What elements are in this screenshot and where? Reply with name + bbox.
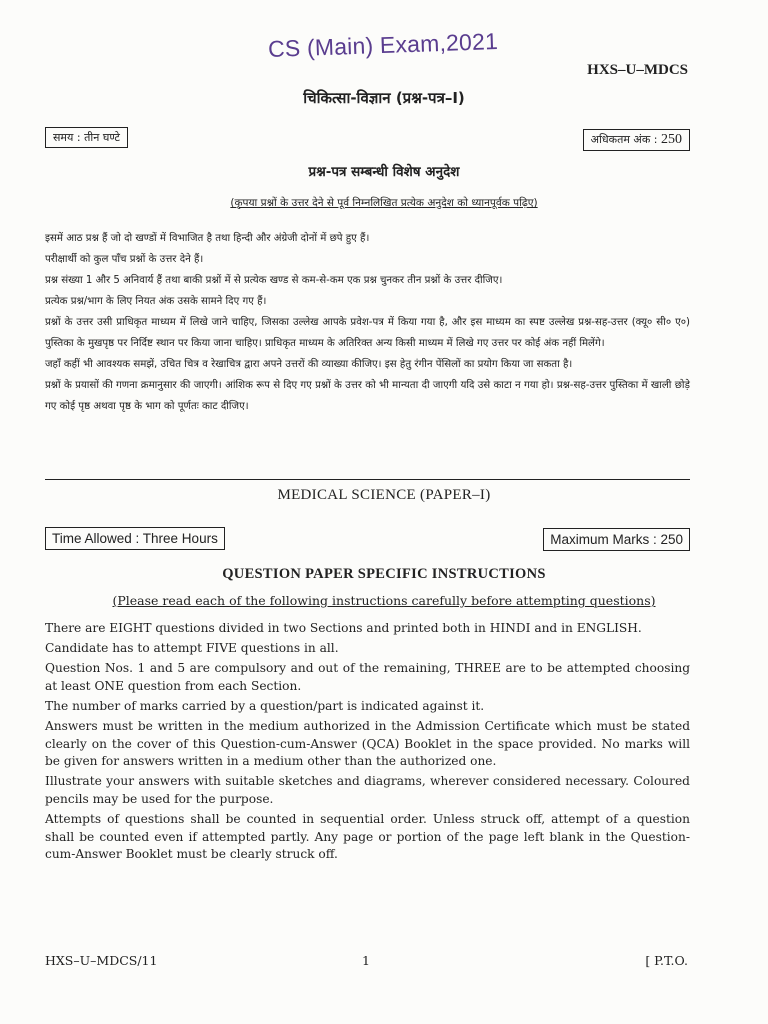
hindi-instruction: प्रत्येक प्रश्न/भाग के लिए नियत अंक उसके सामने दिए गए हैं। [45, 296, 267, 307]
hindi-title: चिकित्सा-विज्ञान (प्रश्न-पत्र–I) [303, 89, 465, 107]
english-instruction: Attempts of questions shall be counted in sequential order. Unless struck off, attempt of a question shall be counted even if attempted partly. Any page or portion of the page left blank in the Question-cum-Answer Booklet must be clearly struck off. [45, 811, 690, 862]
hindi-instruction: परीक्षार्थी को कुल पाँच प्रश्नों के उत्तर देने हैं। [45, 254, 204, 265]
english-instruction: Illustrate your answers with suitable sketches and diagrams, wherever considered necessary. Coloured pencils may be used for the purpose. [45, 774, 690, 806]
english-instruction: Answers must be written in the medium authorized in the Admission Certificate which must be stated clearly on the cover of this Question-cum-Answer (QCA) Booklet in the space provided. No marks will be given for answers written in a medium other than the authorized one. [45, 718, 690, 769]
english-time-allowed: Time Allowed : Three Hours [45, 527, 225, 550]
section-divider [45, 479, 690, 480]
english-subheading-wrap [0, 593, 768, 608]
english-max-marks: Maximum Marks : 250 [543, 528, 690, 551]
english-subheading: (Please read each of the following instructions carefully before attempting questions) [112, 593, 656, 608]
hindi-max-marks-value: 250 [661, 132, 682, 147]
english-instruction: Candidate has to attempt FIVE questions in all. [45, 641, 339, 656]
hindi-max-marks [583, 129, 690, 151]
english-instructions [45, 620, 690, 866]
english-instruction: Question Nos. 1 and 5 are compulsory and out of the remaining, THREE are to be attempted choosing at least ONE question from each Section. [45, 661, 690, 693]
hindi-instruction: प्रश्नों के उत्तर उसी प्राधिकृत माध्यम में लिखे जाने चाहिए, जिसका उल्लेख आपके प्रवेश-पत्र में किया गया है, और इस माध्यम का स्पष्ट उल्लेख प्रश्न-सह-उत्तर (क्यू० सी० ए०) पुस्तिका के मुखपृष्ठ पर निर्दिष्ट स्थान पर किया जाना चाहिए। प्राधिकृत माध्यम के अतिरिक्त अन्य किसी माध्यम में लिखे गए उत्तर पर कोई अंक नहीं मिलेंगे। [45, 317, 690, 349]
footer-page-number: 1 [362, 953, 370, 968]
footer-paper-code: HXS–U–MDCS/11 [45, 953, 158, 968]
hindi-instruction: प्रश्न संख्या 1 और 5 अनिवार्य हैं तथा बाकी प्रश्नों में से प्रत्येक खण्ड से कम-से-कम एक प्रश्न चुनकर तीन प्रश्नों के उत्तर दीजिए। [45, 275, 503, 286]
hindi-time-allowed: समय : तीन घण्टे [45, 127, 128, 148]
paper-code: HXS–U–MDCS [587, 62, 688, 78]
english-title: MEDICAL SCIENCE (PAPER–I) [277, 487, 491, 503]
hindi-heading: प्रश्न-पत्र सम्बन्धी विशेष अनुदेश [308, 164, 460, 180]
english-instruction: There are EIGHT questions divided in two Sections and printed both in HINDI and in ENGLISH. [45, 621, 642, 635]
english-instruction: The number of marks carried by a question/part is indicated against it. [45, 698, 485, 713]
english-heading: QUESTION PAPER SPECIFIC INSTRUCTIONS [222, 566, 546, 582]
hindi-subheading: (कृपया प्रश्नों के उत्तर देने से पूर्व निम्नलिखित प्रत्येक अनुदेश को ध्यानपूर्वक पढ़िए) [230, 197, 538, 209]
hindi-instruction: प्रश्नों के प्रयासों की गणना क्रमानुसार की जाएगी। आंशिक रूप से दिए गए प्रश्नों के उत्तर को भी मान्यता दी जाएगी यदि उसे काटा न गया हो। प्रश्न-सह-उत्तर पुस्तिका में खाली छोड़े गए कोई पृष्ठ अथवा पृष्ठ के भाग को पूर्णतः काट दीजिए। [45, 380, 690, 412]
hindi-instructions [45, 228, 690, 417]
footer-pto: [ P.T.O. [645, 953, 688, 968]
hindi-instruction: इसमें आठ प्रश्न हैं जो दो खण्डों में विभाजित है तथा हिन्दी और अंग्रेजी दोनों में छपे हुए हैं। [45, 233, 370, 244]
hindi-subheading-wrap [0, 196, 768, 210]
hindi-max-marks-label: अधिकतम अंक : [590, 133, 661, 146]
exam-stamp: CS (Main) Exam,2021 [267, 27, 499, 63]
hindi-instruction: जहाँ कहीं भी आवश्यक समझें, उचित चित्र व रेखाचित्र द्वारा अपने उत्तरों की व्याख्या कीजिए। इस हेतु रंगीन पेंसिलों का प्रयोग किया जा सकता है। [45, 359, 573, 370]
